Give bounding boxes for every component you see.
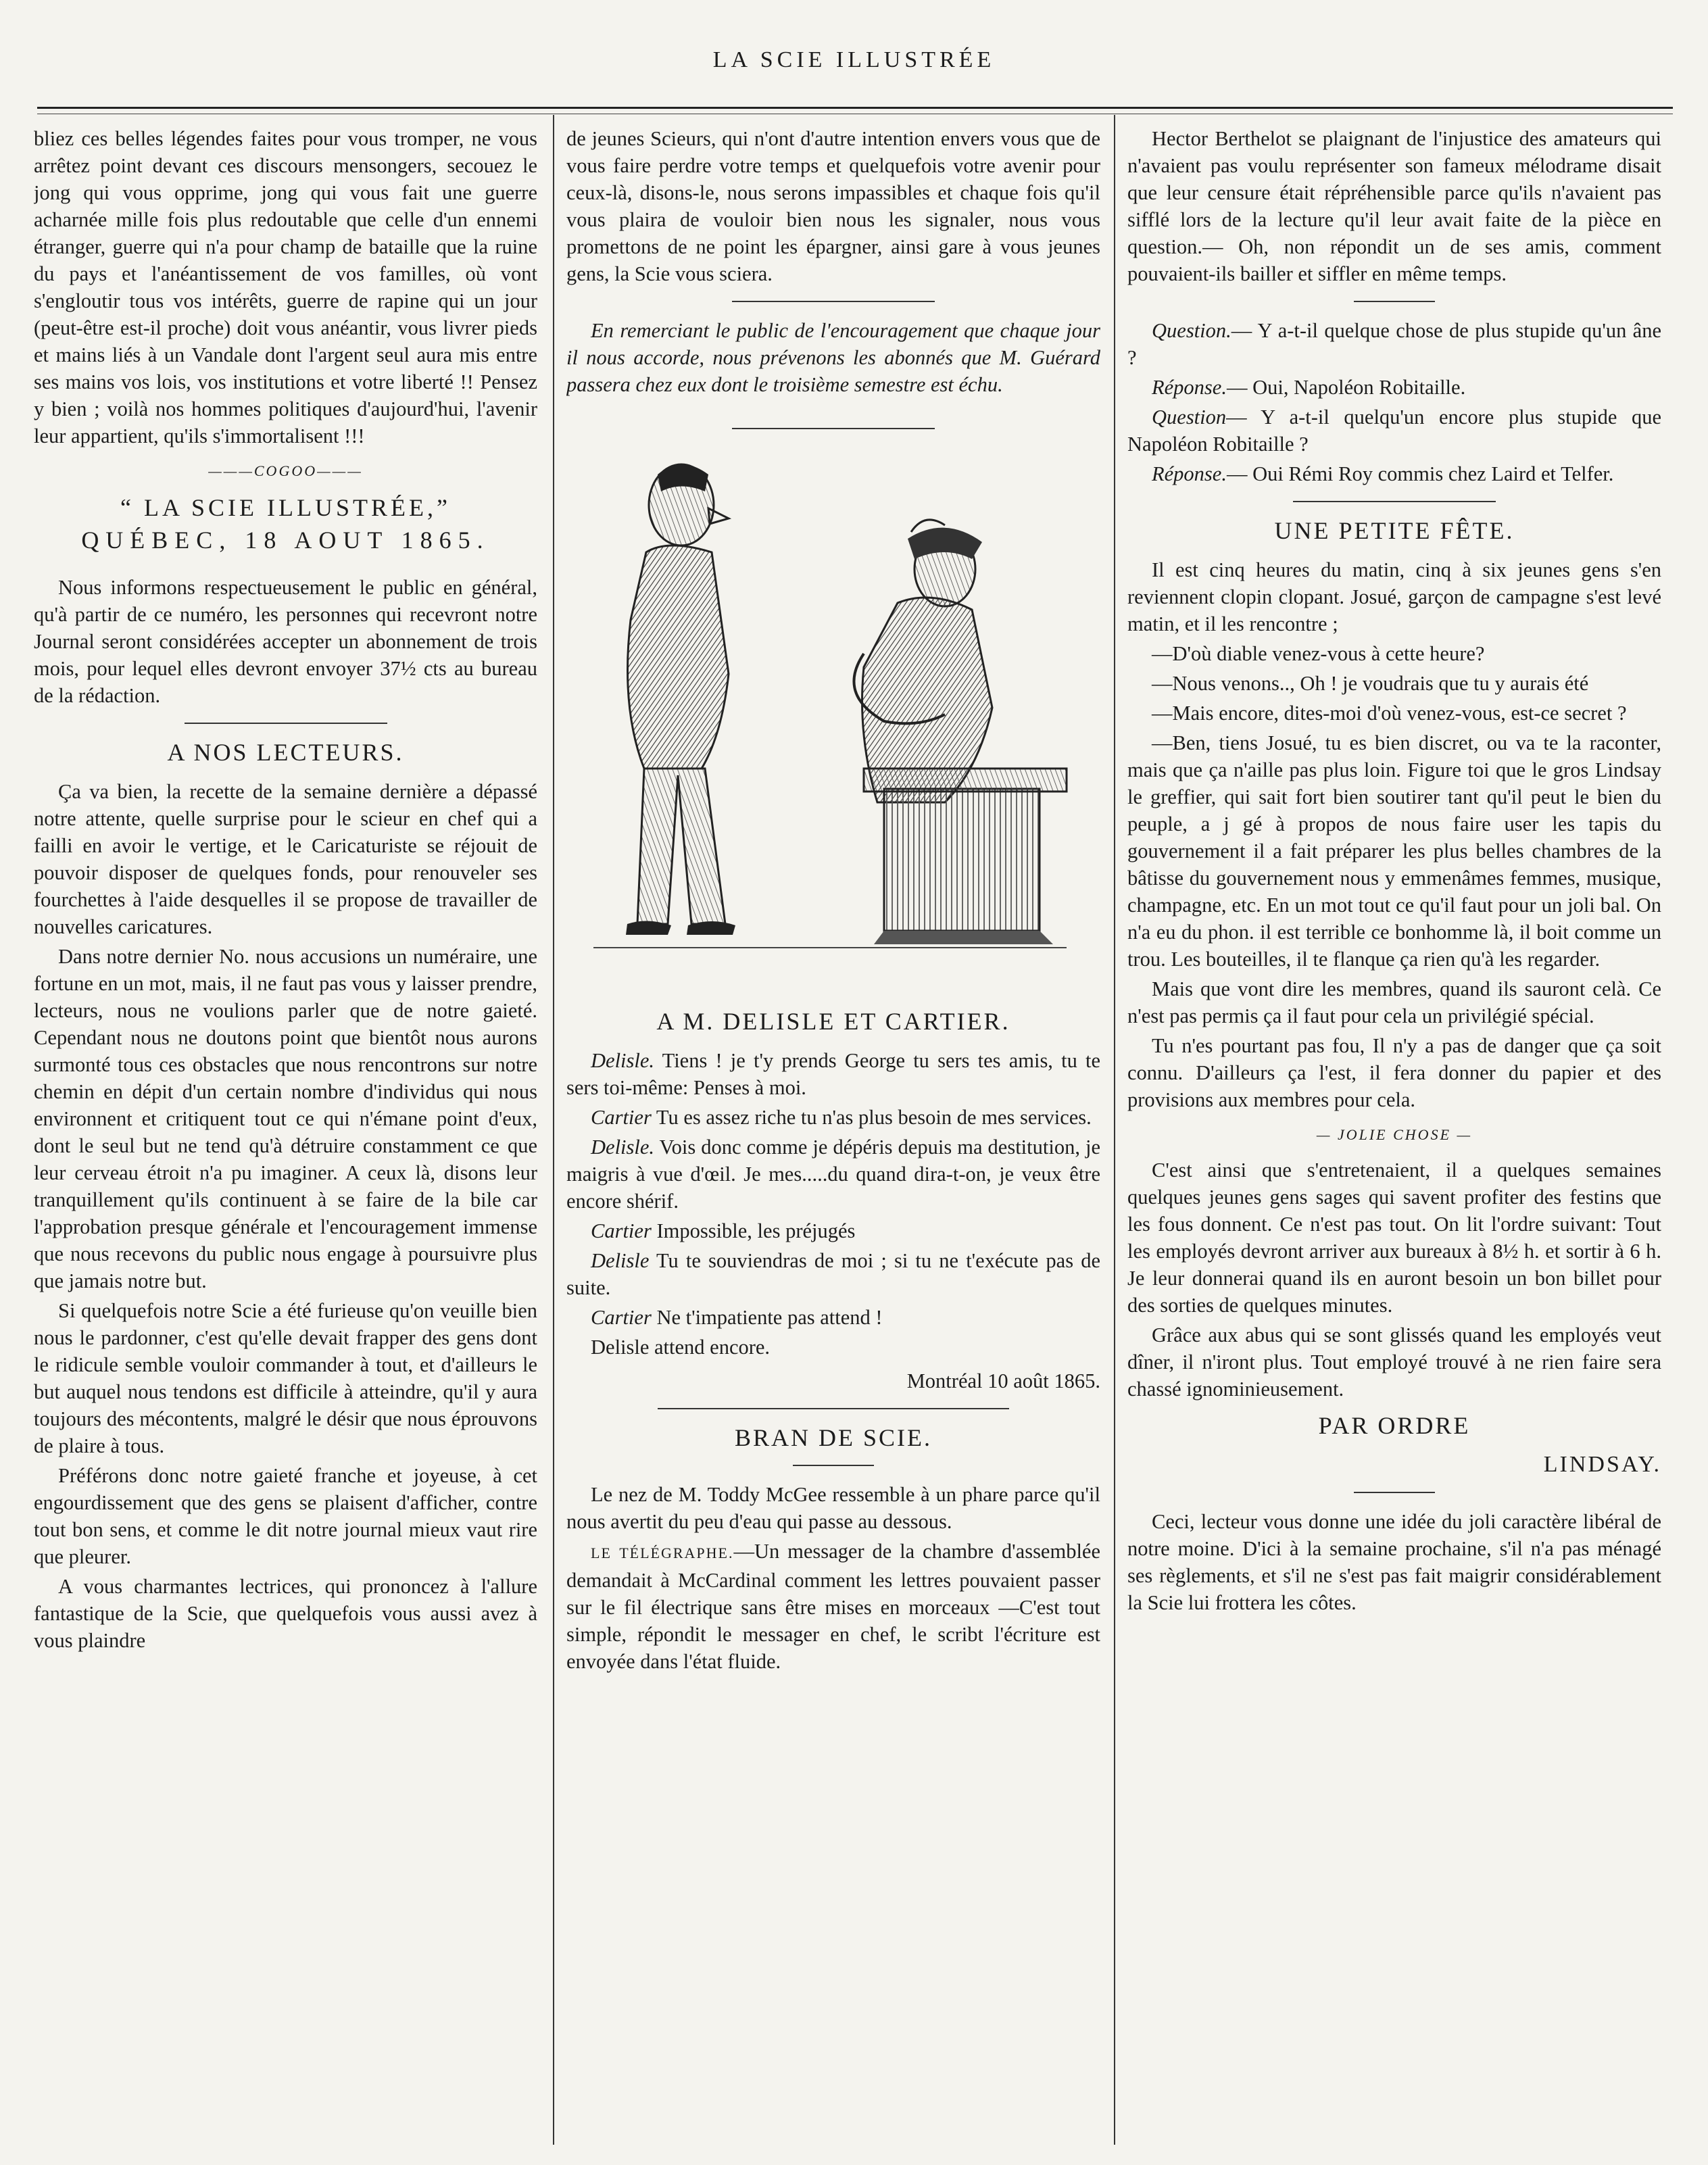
qa-line (1127, 404, 1661, 458)
column-divider-1 (553, 115, 554, 2145)
ornament: — JOLIE CHOSE — (1316, 1126, 1473, 1143)
paragraph: Il est cinq heures du matin, cinq à six jeunes gens s'en reviennent clopin clopant. Josué, garçon de campagne s'est levé matin, et il les rencontre ; (1127, 558, 1661, 635)
paragraph: Ceci, lecteur vous donne une idée du joli caractère libéral de notre moine. D'ici à la semaine prochaine, s'il n'a pas ménagé ses règlements, et s'il ne s'est pas fait maigrir considérablement la Scie lui frottera les côtes. (1127, 1510, 1661, 1614)
dialog-text: Impossible, les préjugés (656, 1219, 856, 1242)
dialog-line (566, 1134, 1100, 1215)
paragraph: Préférons donc notre gaieté franche et joyeuse, à cet engourdissement que des gens se plaisent d'afficher, contre tout bon sens, et comme le dit notre journal mieux vaut rire que pleurer. (34, 1464, 537, 1568)
qa-label: Question (1152, 406, 1227, 429)
qa-label: Question. (1152, 319, 1231, 342)
paragraph (566, 1538, 1100, 1675)
notice: En remerciant le public de l'encouragement que chaque jour il nous accorde, nous prévenons les abonnés que M. Guérard passera chez eux dont le troisième semestre est échu. (566, 319, 1100, 396)
separator (732, 428, 935, 429)
item-label: LE TÉLÉGRAPHE. (591, 1544, 734, 1561)
paragraph: Hector Berthelot se plaignant de l'injustice des amateurs qui n'avaient pas voulu représenter son fameux mélodrame disait que leur censure était répréhensible parce qu'ils n'avaient pas sifflé lors de la lecture qu'il leur avait faite de la pièce en question.— Oh, non répondit un de ses amis, comment pouvaient-ils bailler et siffler en même temps. (1127, 127, 1661, 285)
paragraph: Si quelquefois notre Scie a été furieuse qu'on veuille bien nous le pardonner, c'est qu'elle devait frapper des gens dont le ridicule semble vouloir commander à tout, et d'ailleurs le but auquel nous tendons est difficile à atteindre, qu'il y aura toujours des mécontents, malgré le désir que nous éprouvons de plaire à tous. (34, 1299, 537, 1457)
paragraph: A vous charmantes lectrices, qui prononcez à l'allure fantastique de la Scie, que quelquefois vous aussi avez à vous plaindre (34, 1575, 537, 1652)
qa-text: — Y a-t-il quelqu'un encore plus stupide que Napoléon Robitaille ? (1127, 406, 1661, 456)
dialog-text: Vois donc comme je dépéris depuis ma destitution, je maigris à vue d'œil. Je mes.....du quand dira-t-on, je veux être encore shérif. (566, 1136, 1100, 1213)
figure-standing-man (626, 464, 735, 935)
paragraph: Le nez de M. Toddy McGee ressemble à un phare parce qu'il nous avertit du peu d'eau qui passe au dessous. (566, 1483, 1100, 1533)
closing-line: Delisle attend encore. (591, 1336, 771, 1359)
speaker-name: Cartier (591, 1306, 652, 1329)
dialog-text: Tu te souviendras de moi ; si tu ne t'exécute pas de suite. (566, 1249, 1100, 1299)
paragraph: Dans notre dernier No. nous accusions un numéraire, une fortune en un mot, mais, il ne faut pas vous y laisser prendre, lecteurs, nous ne voulions parler que de notre gaieté. Cependant nous ne doutons point que bientôt nous aurons surmonté tous ces obstacles que nous rencontrons sur notre chemin en dépit d'un certain nombre d'individus qui nous environnent et critiquent tout ce qui n'émane point d'eux, dont le seul but ne tend qu'à détruire constamment ce que leur cerveau étroit n'a pu imaginer. A ceux là, disons leur tranquillement qu'ils continuent à se faire de la bile car l'approbation presque générale et l'encouragement immense que nous recevons du public nous engage à poursuivre plus que jamais notre but. (34, 945, 537, 1292)
column-2 (566, 125, 1100, 2124)
speaker-name: Delisle. (591, 1049, 655, 1072)
ornament: ———COGOO——— (208, 462, 363, 479)
dialog-line (566, 1047, 1100, 1101)
paragraph: —Mais encore, dites-moi d'où venez-vous, est-ce secret ? (1152, 702, 1627, 725)
dialog-text: Ne t'impatiente pas attend ! (656, 1306, 883, 1329)
paragraph: Mais que vont dire les membres, quand ils sauront celà. Ce n'est pas permis ça il faut pour cela un privilégié spécial. (1127, 977, 1661, 1027)
separator (185, 723, 387, 724)
qa-label: Réponse. (1152, 376, 1227, 399)
separator (1354, 301, 1435, 302)
dialog-line (566, 1104, 1100, 1131)
separator (732, 301, 935, 302)
column-divider-2 (1114, 115, 1115, 2145)
header-rule (37, 107, 1673, 109)
paragraph: bliez ces belles légendes faites pour vous tromper, ne vous arrêtez point devant ces discours mensongers, secouez le jong qui vous opprime, jong qui vous fait une guerre acharnée mille fois plus redoutable que celle d'un ennemi étranger, guerre qui n'a pour champ de bataille que la ruine du pays et l'anéantissement de vos familles, où vont s'engloutir tous vos intérêts, guerre de rapine qui un jour (peut-être est-il proche) doit vous anéantir, vous livrer pieds et mains liés à un Vandale dont l'argent seul aura mis entre ses mains vos lois, vos institutions et votre liberté !! Pensez y bien ; voilà nos hommes politiques d'aujourd'hui, l'avenir leur appartient, qu'ils s'immortalisent !!! (34, 127, 537, 447)
section-heading: A NOS LECTEURS. (167, 739, 404, 766)
masthead: “ LA SCIE ILLUSTRÉE,” (120, 494, 451, 521)
paragraph: Nous informons respectueusement le public en général, qu'à partir de ce numéro, les personnes qui recevront notre Journal seront considérées accepter un abonnement de trois mois, pour lequel elles devront envoyer 37½ cts au bureau de la rédaction. (34, 576, 537, 707)
question-answer-list (1127, 317, 1661, 487)
paragraph: Ça va bien, la recette de la semaine dernière a dépassé notre attente, quelle surprise pour le scieur en chef qui a failli en avoir le vertige, et le Caricaturiste se réjouit de pouvoir disposer de quelques fonds, pour renouveler ses fourchettes à l'aide desquelles il se propose de travailler de nouvelles caricatures. (34, 780, 537, 938)
dialog-line (566, 1304, 1100, 1331)
dialog-line (566, 1247, 1100, 1301)
speaker-name: Delisle. (591, 1136, 655, 1159)
dateline: QUÉBEC, 18 AOUT 1865. (81, 527, 490, 554)
section-heading: UNE PETITE FÊTE. (1274, 517, 1515, 544)
section-heading: BRAN DE SCIE. (734, 1424, 933, 1451)
paragraph: de jeunes Scieurs, qui n'ont d'autre intention envers vous que de vous faire perdre votre temps et quelquefois votre avenir pour ceux-là, disons-le, nous serons impassibles et chaque fois qu'il vous plaira de vouloir bien nous les signaler, nous vous promettons de ne point les épargner, ainsi gare à vous jeunes gens, la Scie vous sciera. (566, 127, 1100, 285)
item-text: —Un messager de la chambre d'assemblée demandait à McCardinal comment les lettres pouvaient passer sur le fil électrique sans être mises en morceaux —C'est tout simple, répondit le messager en chef, le scribt l'écriture est envoyée dans l'état fluide. (566, 1540, 1100, 1673)
dialog-text: Tu es assez riche tu n'as plus besoin de mes services. (656, 1106, 1092, 1129)
signoff: Montréal 10 août 1865. (906, 1369, 1100, 1392)
paragraph: —D'où diable venez-vous à cette heure? (1152, 642, 1485, 665)
order-signature: LINDSAY. (1543, 1452, 1661, 1477)
paragraph: —Ben, tiens Josué, tu es bien discret, ou va te la raconter, mais que ça n'aille pas plus loin. Figure toi que le gros Lindsay le greffier, qui sait fort bien soutirer tant qu'il peut le bien du peuple, a j gé à propos de nous faire user les tapis du gouvernement il a fait préparer les plus belles chambres de la bâtisse du gouvernement nous y emmenâmes femmes, musique, champagne, etc. En un mot tout ce qu'il faut pour un joli bal. On n'a eu du phon. il est terrible ce bonhomme là, il boit comme un trou. Les bouteilles, il te flanque ça rien qu'à les regarder. (1127, 731, 1661, 971)
separator (658, 1408, 1009, 1409)
column-1 (34, 125, 537, 2124)
dialog-line (566, 1217, 1100, 1244)
column-3 (1127, 125, 1661, 2124)
qa-text: — Oui Rémi Roy commis chez Laird et Telfer. (1226, 462, 1614, 485)
speaker-name: Cartier (591, 1106, 652, 1129)
paragraph: C'est ainsi que s'entretenaient, il a quelques semaines quelques jeunes gens sages qui savent profiter des festins que les fous donnent. Ce n'est pas tout. On lit l'ordre suivant: Tout les employés devront arriver aux bureaux à 8½ h. et sortir à 6 h. Je leur donnerai quand ils en auront besoin un bon billet pour des sorties de quelques minutes. (1127, 1159, 1661, 1317)
separator (1293, 501, 1496, 502)
dialog-text: Tiens ! je t'y prends George tu sers tes amis, tu te sers toi-même: Penses à moi. (566, 1049, 1100, 1099)
separator (793, 1465, 874, 1466)
separator (1354, 1492, 1435, 1493)
qa-text: — Oui, Napoléon Robitaille. (1226, 376, 1466, 399)
qa-line (1127, 460, 1661, 487)
illustration-caption: A M. DELISLE ET CARTIER. (656, 1008, 1010, 1035)
dialog (566, 1047, 1100, 1331)
speaker-name: Delisle (591, 1249, 650, 1272)
order-heading: PAR ORDRE (1318, 1412, 1471, 1439)
qa-label: Réponse. (1152, 462, 1227, 485)
figure-seated-man (854, 520, 1067, 944)
paragraph: —Nous venons.., Oh ! je voudrais que tu y aurais été (1152, 672, 1589, 695)
running-title: LA SCIE ILLUSTRÉE (712, 47, 996, 72)
qa-line (1127, 374, 1661, 401)
caricature-illustration (566, 451, 1080, 971)
speaker-name: Cartier (591, 1219, 652, 1242)
qa-text: — Y a-t-il quelque chose de plus stupide qu'un âne ? (1127, 319, 1661, 369)
qa-line (1127, 317, 1661, 371)
paragraph: Tu n'es pourtant pas fou, Il n'y a pas de danger que ça soit connu. D'ailleurs ça l'est, il fera donner du papier et des provisions aux membres pour cela. (1127, 1034, 1661, 1111)
paragraph: Grâce aux abus qui se sont glissés quand les employés veut dîner, il n'iront plus. Tout employé trouvé à ne rien faire sera chassé ignominieusement. (1127, 1323, 1661, 1401)
